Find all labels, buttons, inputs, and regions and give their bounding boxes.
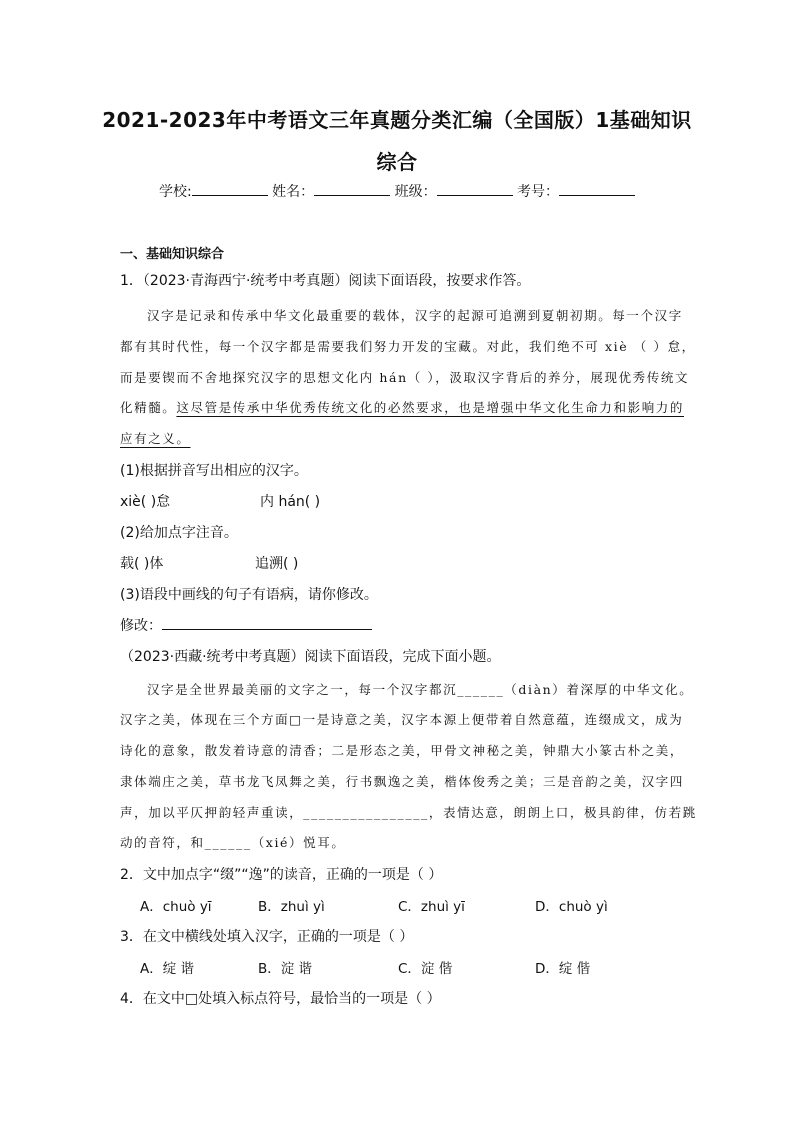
q3-option-b[interactable]: B．淀 谐: [258, 961, 313, 977]
revise-blank[interactable]: [162, 615, 372, 630]
q2-passage-line: 汉字是全世界最美丽的文字之一，每一个汉字都沉______（diàn）着深厚的中华文化。: [147, 682, 694, 697]
q2-passage-line: 诗化的意象，散发着诗意的清香；二是形态之美，甲骨文神秘之美，钟鼎大小篆古朴之美，: [120, 743, 685, 758]
name-blank[interactable]: [314, 181, 390, 196]
q1-sub3-answer-row: [120, 615, 372, 635]
q1-passage-line: 汉字是记录和传承中华文化最重要的载体，汉字的起源可追溯到夏朝初期。每一个汉字: [147, 308, 683, 323]
q2-passage-line: 汉字之美，体现在三个方面□一是诗意之美，汉字本源上便带着自然意蕴，连缀成文，成为: [120, 712, 684, 727]
revise-label: 修改：: [120, 618, 162, 634]
q2-passage-line: 声，加以平仄押韵轻声重读，________________，表情达意，朗朗上口，极具韵律，仿若跳: [120, 805, 697, 820]
class-blank[interactable]: [437, 181, 513, 196]
q3-option-a[interactable]: A．绽 谐: [140, 961, 195, 977]
school-blank[interactable]: [192, 181, 268, 196]
q1-underlined-sentence-end: 应有之义。: [120, 431, 191, 446]
page-title-line2: 综合: [376, 150, 418, 174]
school-label: 学校:: [158, 184, 192, 200]
q1-sub1-prompt: (1)根据拼音写出相应的汉字。: [120, 463, 308, 479]
q2-group-header: （2023·西藏·统考中考真题）阅读下面语段，完成下面小题。: [120, 649, 501, 665]
q2-passage-line: 动的音符，和______（xié）悦耳。: [120, 835, 346, 850]
q2-option-c[interactable]: C．zhuì yī: [398, 899, 465, 915]
q1-underlined-sentence: 这尽管是传承中华优秀传统文化的必然要求，也是增强中华文化生命力和影响力的: [176, 400, 685, 415]
q1-passage-line: 都有其时代性，每一个汉字都是需要我们努力开发的宝藏。对此，我们绝不可 xiè （ ）怠，: [120, 339, 696, 354]
q3-stem: 3．在文中横线处填入汉字，正确的一项是（ ）: [120, 929, 414, 945]
q3-option-d[interactable]: D．绽 偕: [535, 961, 591, 977]
q1-sub2-prompt: (2)给加点字注音。: [120, 525, 238, 541]
student-info-line: [0, 181, 794, 201]
section-heading: 一、基础知识综合: [120, 247, 225, 262]
q3-option-c[interactable]: C．淀 偕: [398, 961, 453, 977]
q1-sub3-prompt: (3)语段中画线的句子有语病，请你修改。: [120, 587, 378, 603]
q2-option-a[interactable]: A．chuò yī: [140, 899, 212, 915]
page-title-line1: 2021-2023年中考语文三年真题分类汇编（全国版）1基础知识: [102, 108, 692, 132]
q1-header: 1．（2023·青海西宁·统考中考真题）阅读下面语段，按要求作答。: [120, 273, 531, 289]
q1-sub2-answer-zai[interactable]: 载( )体: [120, 556, 164, 572]
q1-passage-line: [120, 398, 684, 416]
q4-stem: 4．在文中□处填入标点符号，最恰当的一项是（ ）: [120, 991, 441, 1007]
q2-passage-line: 隶体端庄之美，草书龙飞凤舞之美，行书飘逸之美，楷体俊秀之美；三是音韵之美，汉字四: [120, 774, 685, 789]
q1-passage-text: 化精髓。: [120, 400, 177, 415]
q2-option-d[interactable]: D．chuò yì: [535, 899, 608, 915]
name-label: 姓名：: [272, 184, 315, 200]
q1-sub1-answer-xie[interactable]: xiè( )怠: [120, 494, 171, 510]
q1-sub1-answer-han[interactable]: 内 hán( ): [260, 494, 321, 510]
exam-no-label: 考号：: [517, 184, 560, 200]
q1-sub2-answer-su[interactable]: 追溯( ): [255, 556, 299, 572]
class-label: 班级：: [394, 184, 437, 200]
q2-option-b[interactable]: B．zhuì yì: [258, 899, 325, 915]
exam-no-blank[interactable]: [559, 181, 635, 196]
q2-stem: 2．文中加点字“缀”“逸”的读音，正确的一项是（ ）: [120, 867, 443, 883]
q1-passage-line: 而是要锲而不舍地探究汉字的思想文化内 hán（ ），汲取汉字背后的养分，展现优秀传统文: [120, 370, 690, 385]
